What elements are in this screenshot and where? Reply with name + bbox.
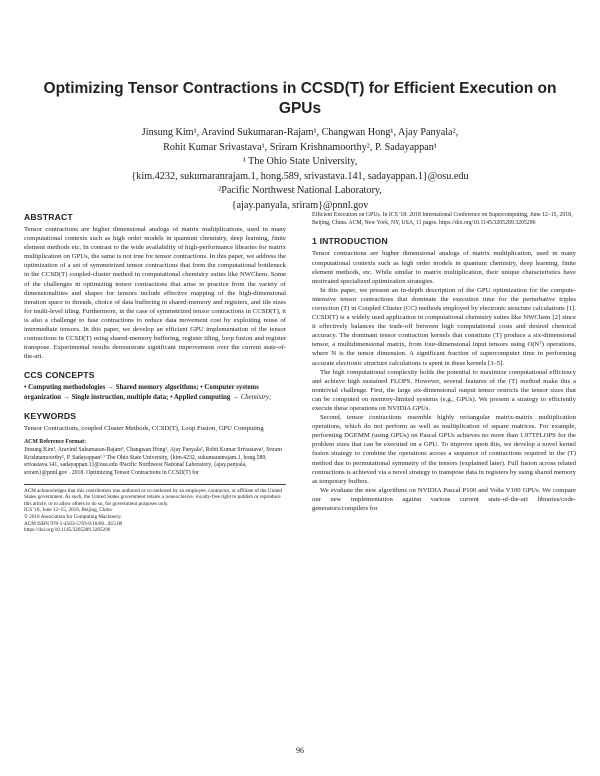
affiliation-line: ²Pacific Northwest National Laboratory, (218, 185, 382, 197)
page-number: 96 (296, 746, 304, 755)
intro-paragraph: We evaluate the new algorithms on NVIDIA Pascal P100 and Volta V100 GPUs. We compare our new implementation against various current state-of-the-art libraries/code-generators/compilers for (312, 486, 576, 513)
introduction-heading: 1 INTRODUCTION (312, 236, 388, 247)
ccs-item: • Applied computing (170, 393, 231, 401)
intro-paragraph: In this paper, we present an in-depth description of the GPU optimization for the compute-intensive tensor contractions that dominate the execution time for the perturbative triples correction (T) in Coupled Cluster (CC) methods employed by electronic structure calculations [1]. CCSD(T) is a widely used application in computational chemistry suites like NWChem [2] since it effectively balances the trade-off between high computational costs and desired chemical accuracy. The dominant tensor contraction kernels that constitute (T) produce a six-dimensional tensor, a multidimensional matrix, from four-dimensional input tensors using O(N⁷) operations, where N is the tensor dimension. A significant fraction of supercomputer time in performing accurate electronic structure calculations is spent in these kernels [3–5]. (312, 286, 576, 367)
email-line: {kim.4232, sukumaranrajam.1, hong.589, srivastava.141, sadayappan.1}@osu.edu (131, 170, 469, 182)
reference-continued: Efficient Execution on GPUs. In ICS '18: 2018 International Conference on Supercomputing, June 12–15, 2018, Beijing, China. ACM, New York, NY, USA, 11 pages. https://doi.org/10.1145/3205289.3205296 (312, 212, 573, 226)
author-line: Rohit Kumar Srivastava¹, Sriram Krishnamoorthy², P. Sadayappan¹ (163, 141, 437, 153)
email-line: {ajay.panyala, sriram}@pnnl.gov (231, 199, 369, 211)
footnote-conference: ICS '18, June 12–15, 2018, Beijing, China (24, 507, 112, 514)
footnote-isbn: ACM ISBN 978-1-4503-5783-8/18/06...$15.00 (24, 520, 123, 527)
footnote-divider (24, 484, 286, 485)
paper-title: Optimizing Tensor Contractions in CCSD(T) for Efficient Execution on GPUs (43, 80, 557, 117)
keywords-text: Tensor Contractions, coupled Cluster Methods, CCSD(T), Loop Fusion, GPU Computing (24, 425, 264, 432)
author-line: Jinsung Kim¹, Aravind Sukumaran-Rajam¹, Changwan Hong¹, Ajay Panyala², (141, 127, 459, 138)
footnote-copyright: © 2018 Association for Computing Machinery. (24, 513, 122, 520)
intro-paragraph: Tensor contractions are higher dimensional analogs of matrix multiplication, used in many computational contexts such as high order models in quantum chemistry, deep learning, finite element methods, etc. While similar to matrix multiplication, their unique characteristics have motivated specialized optimization strategies. (312, 250, 576, 285)
footnote-text: ACM acknowledges that this contribution was authored or co-authored by an employee, contractor, or affiliate of the United States government. As such, the United States government retains a nonexclusive, royalty-free right to publish or reproduce this article, or to allow others to do so, for government purposes only. (24, 487, 282, 507)
ccs-item: • Computing methodologies → Shared memory algorithms; (24, 384, 199, 392)
abstract-text: Tensor contractions are higher dimensional analogs of matrix multiplications, used in many computational contexts such as high order models in quantum chemistry, deep learning, finite element methods etc. In contrast to the wide availability of high-performance libraries for matrix multiplication on GPUs, the same is not true for tensor contractions. In this paper, we address the optimization of a set of symmetrized tensor contractions that form the computational bottleneck in the CCSD(T) coupled-cluster method in computational chemistry suites like NWChem. Some of the challenges in optimizing tensor contractions that arise in practice from the variety of dimensionalities and shapes for tensors include effective mapping of the high-dimensional iteration space to threads, choice of data buffering in shared-memory and registers, and tile sizes for multi-level tiling. Furthermore, in the case of symmetrized tensor contractions in CCSD(T), it is also a challenge to fuse contractions to reduce data movement cost by exploiting reuse of intermediate tensors. In this paper, we develop an efficient GPU implementation of the tensor contractions in CCSD(T) using shared-memory buffering, register tiling, loop fusion and register transpose. Experimental results demonstrate significant improvement over the current state-of-the-art. (24, 226, 286, 361)
intro-paragraph: Second, tensor contractions resemble highly rectangular matrix-matrix multiplication operations, which do not perform as well as multiplication of square matrices. For example, performing DGEMM (using GPUs) on Pascal GPUs achieves no more than 1.97TFLOPS for the problem sizes that can be executed on a GPU. To improve upon this, we develop a novel kernel fusion strategy to combine the operations across a sequence of contractions required in the (T) method due to permutational symmetry of the tensors (explained later). Full fusion across related contractions is achieved via a novel strategy to transpose data in registers by using shared memory as temporary buffers. (312, 414, 576, 485)
keywords-heading: KEYWORDS (24, 411, 77, 421)
footnote-doi: https://doi.org/10.1145/3205289.3205296 (24, 527, 111, 534)
ccs-item-rest: → Chemistry; (232, 393, 272, 401)
abstract-heading: ABSTRACT (24, 212, 73, 222)
left-column (24, 212, 286, 534)
right-column (312, 212, 576, 513)
intro-paragraph: The high computational complexity holds the potential to maximize computational efficiency and achieve high sustained FLOPS. However, several features of the (T) method make this a nontrivial challenge. First, the large six-dimensional output tensor restricts the tensor sizes that can be computed on memory-limited systems (e.g., GPUs). We present a strategy to efficiently execute these operations on NVIDIA GPUs. (312, 368, 576, 412)
ccs-item: • Computer systems organization → Single instruction, multiple data; (24, 384, 259, 401)
reference-text: Jinsung Kim¹, Aravind Sukumaran-Rajam¹, Changwan Hong¹, Ajay Panyala², Rohit Kumar Srivastava¹, Sriram Krishnamoorthy², P. Sadayappan¹ ¹ The Ohio State University, {kim.4232, sukumaranrajam.1, hong.589, srivastava.141, sadayappan.1}@osu.edu ²Pacific Northwest National Laboratory, {ajay.panyala, sriram}@pnnl.gov . 2018. Optimizing Tensor Contractions in CCSD(T) for (24, 446, 282, 476)
ccs-heading: CCS CONCEPTS (24, 370, 95, 381)
ccs-concepts (24, 383, 286, 402)
reference-heading: ACM Reference Format: (24, 439, 87, 446)
affiliation-line: ¹ The Ohio State University, (242, 156, 358, 168)
author-block (30, 126, 570, 214)
